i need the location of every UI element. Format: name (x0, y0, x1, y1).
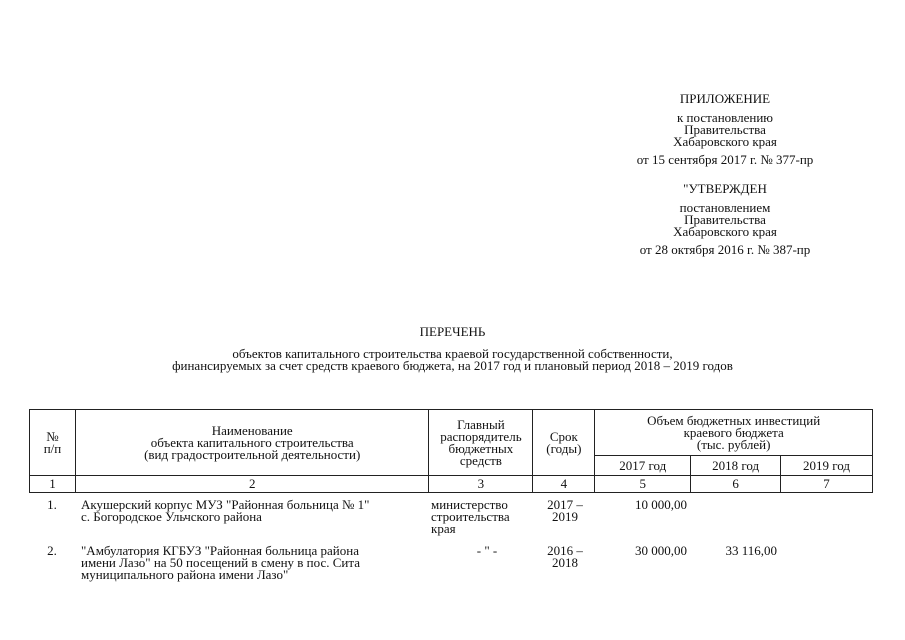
approved-block (620, 182, 830, 256)
approved-line: Хабаровского края (673, 224, 777, 239)
approved-line: Правительства (684, 212, 766, 227)
row-number: 1. (47, 497, 57, 512)
column-number: 4 (533, 476, 595, 493)
document-title (0, 326, 905, 372)
row-number: 2. (47, 543, 57, 558)
column-number: 6 (691, 476, 781, 493)
row-value-2017: 10 000,00 (635, 497, 687, 512)
row-value-2017: 30 000,00 (635, 543, 687, 558)
header-object-name: Наименование объекта капитального строительства (вид градостроительной деятельности) (75, 410, 429, 476)
title-line: объектов капитального строительства краевой государственной собственности, (232, 346, 673, 361)
column-numbers-row (30, 476, 873, 493)
row-manager: - " - (476, 543, 498, 558)
appendix-block (620, 92, 830, 166)
appendix-heading: ПРИЛОЖЕНИЕ (679, 91, 771, 106)
header-term: Срок (годы) (533, 410, 595, 476)
column-number: 2 (75, 476, 429, 493)
header-year-2017: 2017 год (595, 456, 691, 476)
row-term: 2017 – 2019 (547, 497, 583, 524)
header-number: № п/п (30, 410, 76, 476)
approved-line: постановлением (679, 200, 771, 215)
header-manager: Главный распорядитель бюджетных средств (429, 410, 533, 476)
row-object-name: "Амбулатория КГБУЗ "Районная больница района имени Лазо" на 50 посещений в смену в пос. Сита муниципального района имени Лазо" (81, 543, 360, 582)
appendix-date: от 15 сентября 2017 г. № 377-пр (636, 152, 814, 167)
objects-table-header (29, 409, 873, 493)
header-investment-volume: Объем бюджетных инвестиций краевого бюджета (тыс. рублей) (595, 410, 873, 456)
approved-heading: "УТВЕРЖДЕН (683, 181, 767, 196)
appendix-line: Хабаровского края (673, 134, 777, 149)
title-heading: ПЕРЕЧЕНЬ (419, 324, 486, 339)
appendix-line: Правительства (684, 122, 766, 137)
row-manager: министерство строительства края (431, 497, 510, 536)
row-object-name: Акушерский корпус МУЗ "Районная больница № 1" с. Богородское Ульчского района (81, 497, 370, 524)
row-term: 2016 – 2018 (547, 543, 583, 570)
header-year-2019: 2019 год (781, 456, 873, 476)
column-number: 7 (781, 476, 873, 493)
row-value-2018: 33 116,00 (725, 543, 777, 558)
approved-date: от 28 октября 2016 г. № 387-пр (639, 242, 811, 257)
column-number: 1 (30, 476, 76, 493)
column-number: 5 (595, 476, 691, 493)
column-number: 3 (429, 476, 533, 493)
appendix-line: к постановлению (676, 110, 774, 125)
header-year-2018: 2018 год (691, 456, 781, 476)
title-line: финансируемых за счет средств краевого бюджета, на 2017 год и плановый период 2018 – 2019 годов (172, 358, 733, 373)
